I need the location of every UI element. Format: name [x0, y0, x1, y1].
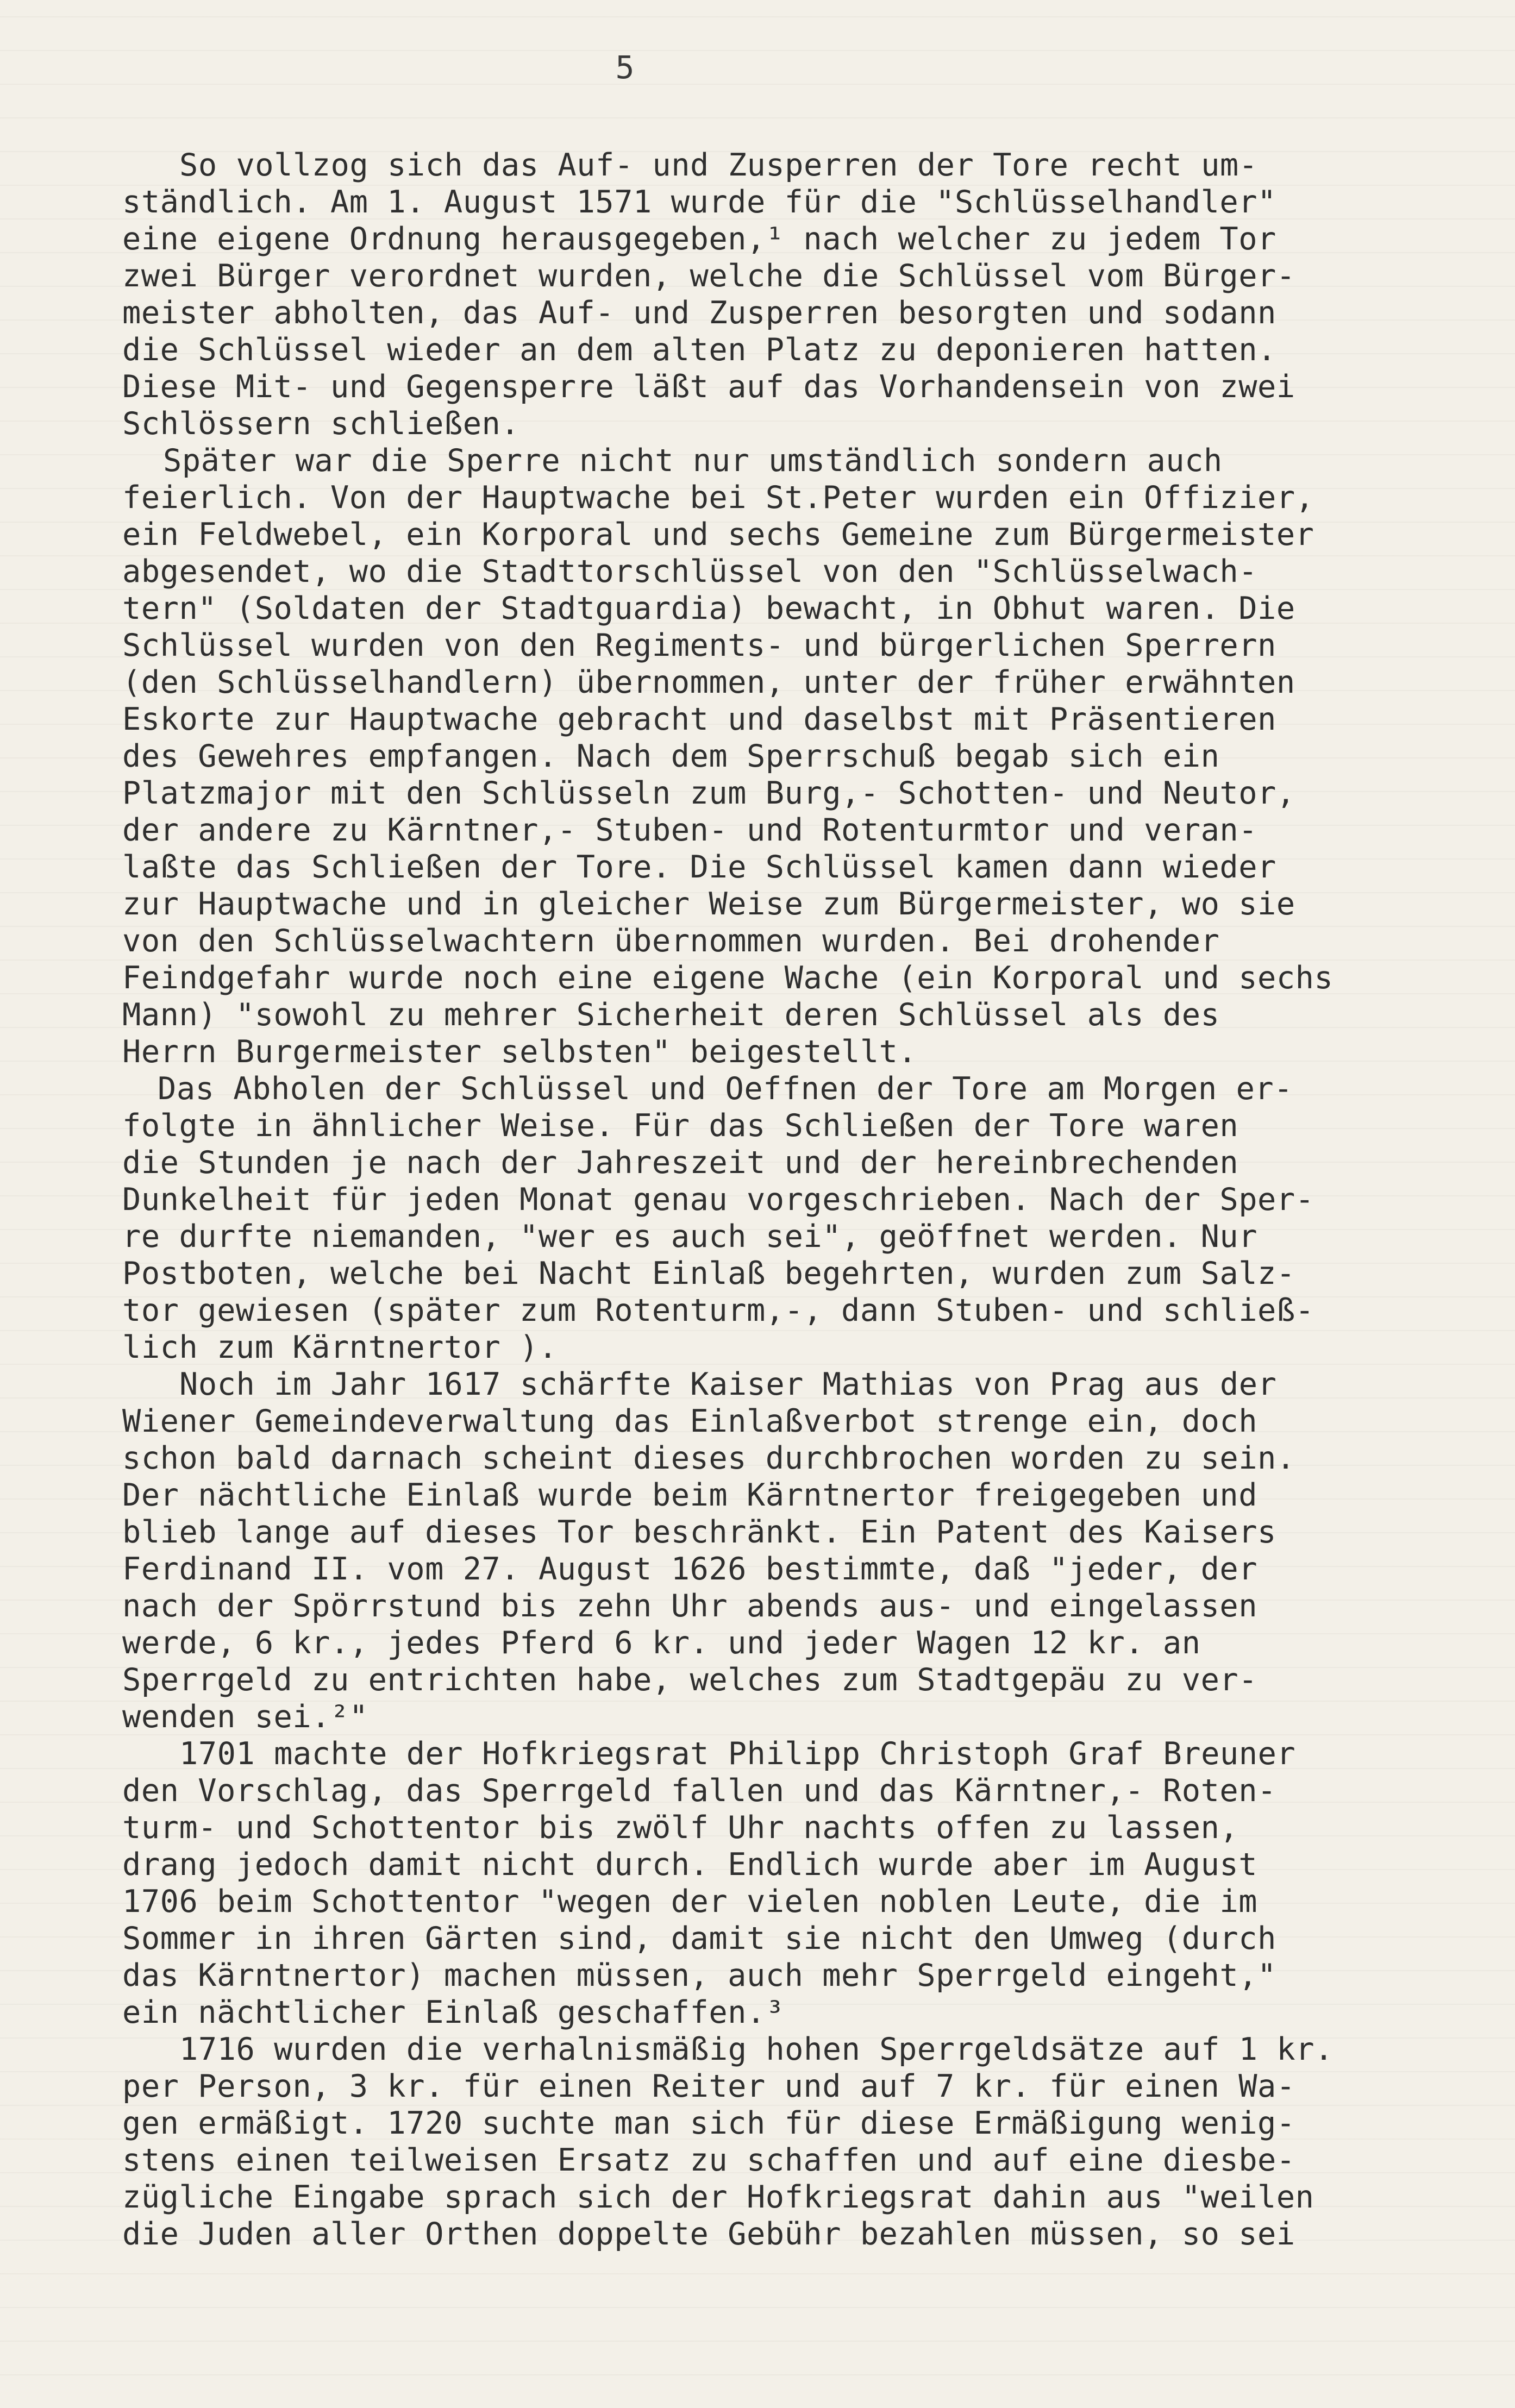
text-line: zügliche Eingabe sprach sich der Hofkriegsrat dahin aus "weilen: [122, 2179, 1314, 2215]
text-line: Diese Mit- und Gegensperre läßt auf das Vorhandensein von zwei: [122, 369, 1295, 405]
text-line: Sperrgeld zu entrichten habe, welches zum Stadtgepäu zu ver-: [122, 1662, 1258, 1698]
text-line: Der nächtliche Einlaß wurde beim Kärntnertor freigegeben und: [122, 1477, 1258, 1513]
text-line: das Kärntnertor) machen müssen, auch mehr Sperrgeld eingeht,": [122, 1958, 1276, 1993]
text-line: werde, 6 kr., jedes Pferd 6 kr. und jeder Wagen 12 kr. an: [122, 1625, 1201, 1661]
text-line: Schlüssel wurden von den Regiments- und bürgerlichen Sperrern: [122, 628, 1276, 663]
text-line: tern" (Soldaten der Stadtguardia) bewacht, in Obhut waren. Die: [122, 591, 1295, 626]
text-line: Mann) "sowohl zu mehrer Sicherheit deren Schlüssel als des: [122, 997, 1220, 1033]
text-line: ein nächtlicher Einlaß geschaffen.³: [122, 1995, 785, 2030]
text-line: ein Feldwebel, ein Korporal und sechs Gemeine zum Bürgermeister: [122, 517, 1314, 553]
text-line: Dunkelheit für jeden Monat genau vorgeschrieben. Nach der Sper-: [122, 1182, 1314, 1218]
text-line: Eskorte zur Hauptwache gebracht und daselbst mit Präsentieren: [122, 701, 1276, 737]
text-line: zwei Bürger verordnet wurden, welche die Schlüssel vom Bürger-: [122, 258, 1295, 294]
text-line: per Person, 3 kr. für einen Reiter und auf 7 kr. für einen Wa-: [122, 2068, 1295, 2104]
text-line: Sommer in ihren Gärten sind, damit sie nicht den Umweg (durch: [122, 1921, 1276, 1956]
text-line: der andere zu Kärntner,- Stuben- und Rotenturmtor und veran-: [122, 812, 1258, 848]
text-line: des Gewehres empfangen. Nach dem Sperrschuß begab sich ein: [122, 738, 1220, 774]
text-line: blieb lange auf dieses Tor beschränkt. Ein Patent des Kaisers: [122, 1514, 1276, 1550]
text-line: laßte das Schließen der Tore. Die Schlüssel kamen dann wieder: [122, 849, 1276, 885]
text-line: abgesendet, wo die Stadttorschlüssel von den "Schlüsselwach-: [122, 554, 1258, 590]
page-number: 5: [615, 49, 635, 86]
text-line: eine eigene Ordnung herausgegeben,¹ nach welcher zu jedem Tor: [122, 221, 1276, 257]
text-line: Feindgefahr wurde noch eine eigene Wache (ein Korporal und sechs: [122, 960, 1334, 996]
text-line: Postboten, welche bei Nacht Einlaß begehrten, wurden zum Salz-: [122, 1256, 1295, 1291]
text-line: re durfte niemanden, "wer es auch sei", geöffnet werden. Nur: [122, 1219, 1258, 1255]
text-line: Ferdinand II. vom 27. August 1626 bestimmte, daß "jeder, der: [122, 1551, 1258, 1587]
text-line: meister abholten, das Auf- und Zusperren besorgten und sodann: [122, 295, 1276, 331]
text-line: die Juden aller Orthen doppelte Gebühr bezahlen müssen, so sei: [122, 2216, 1295, 2252]
text-line: So vollzog sich das Auf- und Zusperren der Tore recht um-: [179, 147, 1258, 183]
text-line: Das Abholen der Schlüssel und Oeffnen der Tore am Morgen er-: [158, 1071, 1293, 1107]
text-line: ständlich. Am 1. August 1571 wurde für die "Schlüsselhandler": [122, 184, 1276, 220]
text-line: Platzmajor mit den Schlüsseln zum Burg,- Schotten- und Neutor,: [122, 775, 1295, 811]
text-line: den Vorschlag, das Sperrgeld fallen und das Kärntner,- Roten-: [122, 1773, 1276, 1809]
text-line: die Schlüssel wieder an dem alten Platz zu deponieren hatten.: [122, 332, 1276, 368]
text-line: die Stunden je nach der Jahreszeit und der hereinbrechenden: [122, 1145, 1239, 1181]
text-line: wenden sei.²": [122, 1699, 368, 1735]
text-line: von den Schlüsselwachtern übernommen wurden. Bei drohender: [122, 923, 1220, 959]
text-line: zur Hauptwache und in gleicher Weise zum Bürgermeister, wo sie: [122, 886, 1295, 922]
text-line: Herrn Burgermeister selbsten" beigestellt.: [122, 1034, 917, 1070]
text-line: 1706 beim Schottentor "wegen der vielen noblen Leute, die im: [122, 1884, 1258, 1920]
text-line: Später war die Sperre nicht nur umständlich sondern auch: [163, 443, 1223, 479]
text-line: feierlich. Von der Hauptwache bei St.Peter wurden ein Offizier,: [122, 480, 1314, 516]
text-line: Noch im Jahr 1617 schärfte Kaiser Mathias von Prag aus der: [179, 1366, 1277, 1402]
text-line: turm- und Schottentor bis zwölf Uhr nachts offen zu lassen,: [122, 1810, 1239, 1846]
text-line: 1701 machte der Hofkriegsrat Philipp Christoph Graf Breuner: [179, 1736, 1296, 1772]
text-line: stens einen teilweisen Ersatz zu schaffen und auf eine diesbe-: [122, 2142, 1295, 2178]
text-line: folgte in ähnlicher Weise. Für das Schließen der Tore waren: [122, 1108, 1239, 1144]
text-line: gen ermäßigt. 1720 suchte man sich für diese Ermäßigung wenig-: [122, 2105, 1295, 2141]
text-line: lich zum Kärntnertor ).: [122, 1330, 558, 1365]
text-line: nach der Spörrstund bis zehn Uhr abends aus- und eingelassen: [122, 1588, 1258, 1624]
text-line: (den Schlüsselhandlern) übernommen, unter der früher erwähnten: [122, 664, 1295, 700]
text-line: schon bald darnach scheint dieses durchbrochen worden zu sein.: [122, 1440, 1295, 1476]
text-line: Schlössern schließen.: [122, 406, 520, 442]
text-line: tor gewiesen (später zum Rotenturm,-, dann Stuben- und schließ-: [122, 1293, 1314, 1328]
text-line: Wiener Gemeindeverwaltung das Einlaßverbot strenge ein, doch: [122, 1403, 1258, 1439]
text-line: drang jedoch damit nicht durch. Endlich wurde aber im August: [122, 1847, 1258, 1883]
text-line: 1716 wurden die verhalnismäßig hohen Sperrgeldsätze auf 1 kr.: [179, 2031, 1334, 2067]
